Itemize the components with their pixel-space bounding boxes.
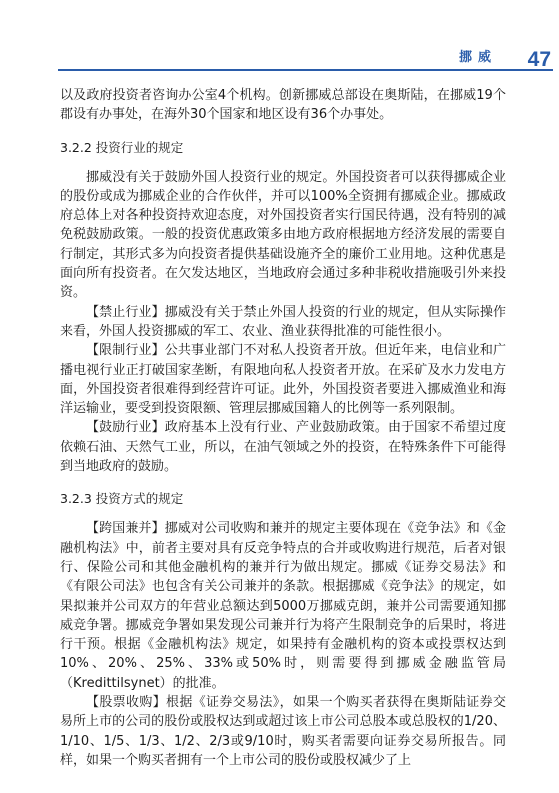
page-header — [0, 40, 559, 84]
paragraph-restricted-industries: 【限制行业】公共事业部门不对私人投资者开放。但近年来，电信业和广播电视行业正打破国家垄断，有限地向私人投资者开放。在采矿及水力发电方面，外国投资者很难得到经营许可证。此外，外国投资者要进入挪威渔业和海洋运输业，要受到投资限额、管理层挪威国籍人的比例等一系列限制。 — [60, 343, 506, 417]
intro-paragraph: 以及政府投资者咨询办公室4个机构。创新挪威总部设在奥斯陆，在挪威19个郡设有办事处，在海外30个国家和地区设有36个办事处。 — [60, 88, 506, 123]
paragraph-stock-acquisition: 【股票收购】根据《证券交易法》，如果一个购买者获得在奥斯陆证券交易所上市的公司的股份或股权达到或超过该上市公司总股本或总股权的1/20、1/10、1/5、1/3、1/2、2/3或9/10时，购买者需要向证券交易所报告。同样，如果一个购买者拥有一个上市公司的股份或股权减少了上 — [60, 695, 506, 768]
paragraph-cross-border-mergers: 【跨国兼并】挪威对公司收购和兼并的规定主要体现在《竞争法》和《金融机构法》中，前者主要对具有反竞争特点的合并或收购进行规范，后者对银行、保险公司和其他金融机构的兼并行为做出规定。挪威《证券交易法》和《有限公司法》也包含有关公司兼并的条款。根据挪威《竞争法》的规定，如果拟兼并公司双方的年营业总额达到5000万挪威克朗，兼并公司需要通知挪威竞争署。挪威竞争署如果发现公司兼并行为将产生限制竞争的后果时，将进行干预。根据《金融机构法》规定，如果持有金融机构的资本或投票权达到10%、20%、25%、33%或50%时，则需要得到挪威金融监管局（Kredittilsynet）的批准。 — [60, 521, 506, 691]
paragraph-encouraged-industries: 【鼓励行业】政府基本上没有行业、产业鼓励政策。由于国家不希望过度依赖石油、天然气工业，所以，在油气领域之外的投资，在特殊条件下可能得到当地政府的鼓励。 — [60, 420, 506, 475]
chapter-title: 挪威 — [458, 50, 497, 65]
page-body — [60, 86, 506, 770]
header-rule — [58, 69, 553, 71]
paragraph-investment-overview: 挪威没有关于鼓励外国人投资行业的规定。外国投资者可以获得挪威企业的股份或成为挪威企业的合作伙伴，并可以100%全资拥有挪威企业。挪威政府总体上对各种投资持欢迎态度，对外国投资者实行国民待遇，没有特别的减免税鼓励政策。一般的投资优惠政策多由地方政府根据地方经济发展的需要自行制定，其形式多为向投资者提供基础设施齐全的廉价工业用地。这种优惠是面向所有投资者。在欠发达地区，当地政府会通过多种非税收措施吸引外来投资。 — [60, 169, 506, 301]
section-heading-3-2-2: 3.2.2 投资行业的规定 — [60, 139, 184, 155]
paragraph-prohibited-industries: 【禁止行业】挪威没有关于禁止外国人投资的行业的规定，但从实际操作来看，外国人投资挪威的军工、农业、渔业获得批准的可能性很小。 — [60, 304, 506, 339]
section-heading-3-2-3: 3.2.3 投资方式的规定 — [60, 491, 184, 507]
page-number: 47 — [527, 48, 551, 71]
